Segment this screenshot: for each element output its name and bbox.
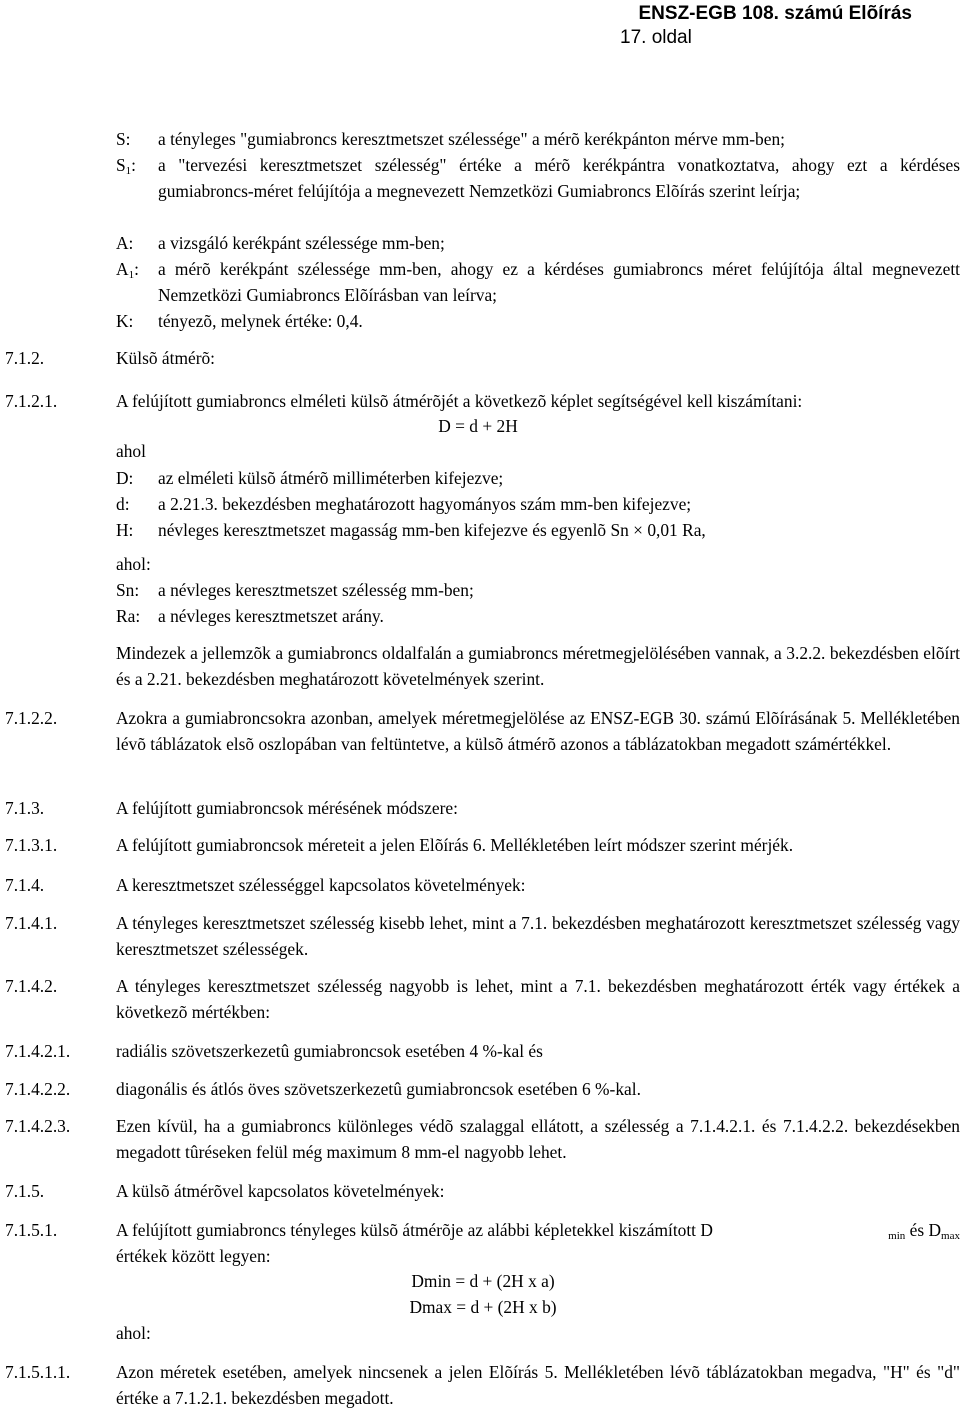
section-number: 7.1.5. [5,1181,45,1201]
def-label: Ra: [116,606,141,626]
def-label: $S_1$: [116,155,137,177]
paragraph: Azon méretek esetében, amelyek nincsenek a jelen Elõírás 5. Mellékletében lévõ táblázatokban megadva, "H" és "d" értéke a 7.1.2.1. bekezdésben megadott. [116,1362,960,1408]
def-label: Sn: [116,580,140,600]
ahol-label: ahol: [116,554,151,574]
paragraph: A tényleges keresztmetszet szélesség kisebb lehet, mint a 7.1. bekezdésben meghatározott keresztmetszet szélesség vagy keresztmetszet szélességek. [116,913,960,959]
section-number: 7.1.3. [5,798,45,818]
def-text: a vizsgáló kerékpánt szélessége mm-ben; [158,233,445,253]
section-number: 7.1.4.1. [5,913,58,933]
section-number: 7.1.3.1. [5,835,58,855]
def-label: D: [116,468,134,488]
def-label: H: [116,520,134,540]
def-label: S: [116,129,131,149]
page-number: 17. oldal [620,27,692,48]
section-heading: A felújított gumiabroncsok mérésének módszere: [116,798,458,818]
section-number: 7.1.4.2.3. [5,1116,71,1136]
ahol-label: ahol: [116,1323,151,1343]
paragraph: diagonális és átlós öves szövetszerkezetû gumiabroncsok esetében 6 %-kal. [116,1079,641,1099]
paragraph: Mindezek a jellemzõk a gumiabroncs oldalfalán a gumiabroncs méretmegjelölésében vannak, a 3.2.2. bekezdésben elõírt és a 2.21. bekezdésben meghatározott követelmények szerint. [116,643,960,689]
paragraph: Azokra a gumiabroncsokra azonban, amelyek méretmegjelölése az ENSZ-EGB 30. számú Elõírásának 5. Mellékletében lévõ táblázatok elsõ oszlopában van feltüntetve, a külsõ átmérõ azonos a táblázatokban megadott számértékkel. [116,708,960,754]
section-number: 7.1.2.1. [5,391,58,411]
def-text: a 2.21.3. bekezdésben meghatározott hagyományos szám mm-ben kifejezve; [158,494,692,514]
document-title: ENSZ-EGB 108. számú Elõírás [638,3,912,24]
text-a: A felújított gumiabroncs tényleges külsõ átmérõje az alábbi képletekkel kiszámított D [116,1220,713,1240]
section-number: 7.1.5.1.1. [5,1362,71,1382]
section-number: 7.1.2.2. [5,708,58,728]
paragraph: Ezen kívül, ha a gumiabroncs különleges védõ szalaggal ellátott, a szélesség a 7.1.4.2.1. és 7.1.4.2.2. bekezdésekben megadott tûréseken felül még maximum 8 mm-el nagyobb lehet. [116,1116,960,1162]
def-text: a névleges keresztmetszet szélesség mm-ben; [158,580,474,600]
def-text: névleges keresztmetszet magasság mm-ben kifejezve és egyenlõ Sn × 0,01 Ra, [158,520,706,540]
def-text: az elméleti külsõ átmérõ milliméterben kifejezve; [158,468,504,488]
section-number: 7.1.4. [5,875,45,895]
def-label: A: [116,233,134,253]
paragraph: radiális szövetszerkezetû gumiabroncsok esetében 4 %-kal és [116,1041,543,1061]
def-label: $A_1$: [116,259,139,281]
paragraph: A felújított gumiabroncsok méreteit a jelen Elõírás 6. Mellékletében leírt módszer szerint mérjék. [116,835,794,855]
formula-dmax: Dmax = d + (2H x b) [409,1297,557,1317]
section-heading: A keresztmetszet szélességgel kapcsolatos követelmények: [116,875,526,895]
paragraph: értékek között legyen: [116,1246,271,1266]
def-text: a "tervezési keresztmetszet szélesség" értéke a mérõ kerékpántra vonatkoztatva, ahogy ezt a kérdéses gumiabroncs-méret felújítója a megnevezett Nemzetközi Gumiabroncs Elõírás szerint leírja; [158,155,960,201]
paragraph: A tényleges keresztmetszet szélesség nagyobb is lehet, mint a 7.1. bekezdésben meghatározott érték vagy értékek a következõ mértékben: [116,976,960,1022]
def-text: tényezõ, melynek értéke: 0,4. [158,311,363,331]
paragraph-line [116,1217,960,1243]
formula-dmin: Dmin = d + (2H x a) [411,1271,555,1291]
def-text: a mérõ kerékpánt szélessége mm-ben, ahogy ez a kérdéses gumiabroncs méret felújítója által megnevezett Nemzetközi Gumiabroncs Elõírásban van leírva; [158,259,960,305]
ahol-label: ahol [116,441,146,461]
section-number: 7.1.4.2. [5,976,58,996]
section-number: 7.1.5.1. [5,1220,58,1240]
paragraph: A felújított gumiabroncs elméleti külsõ átmérõjét a következõ képlet segítségével kell kiszámítani: [116,391,803,411]
def-text: a névleges keresztmetszet arány. [158,606,384,626]
dmin-dmax: $_{min}$ és $D_{max}$ [888,1220,960,1242]
section-heading: Külsõ átmérõ: [116,348,216,368]
formula: D = d + 2H [438,416,518,436]
section-number: 7.1.2. [5,348,45,368]
text-justified [116,1217,888,1243]
section-number: 7.1.4.2.2. [5,1079,71,1099]
def-label: K: [116,311,134,331]
def-text: a tényleges "gumiabroncs keresztmetszet szélessége" a mérõ kerékpánton mérve mm-ben; [158,129,785,149]
def-label: d: [116,494,130,514]
section-heading: A külsõ átmérõvel kapcsolatos követelmények: [116,1181,445,1201]
section-number: 7.1.4.2.1. [5,1041,71,1061]
